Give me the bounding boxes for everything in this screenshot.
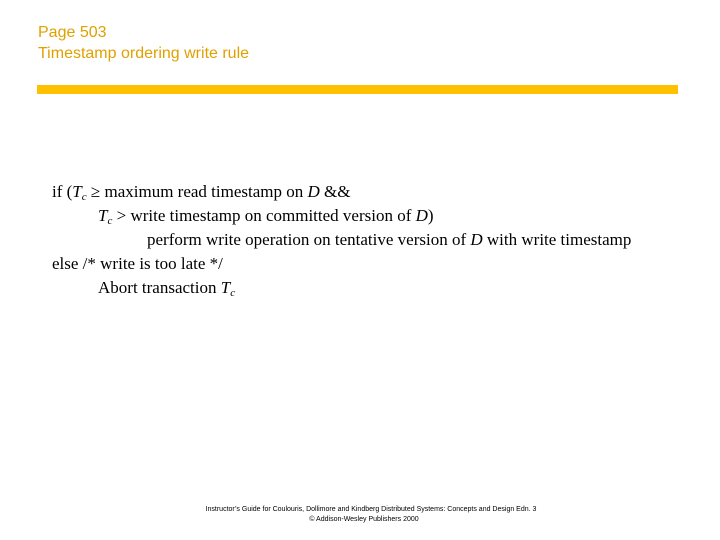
rule-line-2-text: > write timestamp on committed version of (112, 206, 416, 225)
rule-line-1-suffix: && (319, 182, 351, 201)
rule-line-1-text: ≥ maximum read timestamp on (86, 182, 308, 201)
rule-line-4: else /* write is too late */ (52, 254, 223, 273)
rule-line-5-text: Abort transaction (98, 278, 221, 297)
rule-line-2-suffix: ) (427, 206, 434, 225)
transaction-subscript: c (230, 287, 236, 299)
transaction-subscript: c (81, 191, 87, 203)
slide-title: Timestamp ordering write rule (38, 45, 250, 62)
rule-line-3-text: perform write operation on tentative version of (147, 230, 471, 249)
transaction-symbol: T (72, 182, 82, 201)
footer-copyright: © Addison-Wesley Publishers 2000 (309, 516, 419, 523)
write-rule-block (52, 180, 631, 300)
rule-line-1 (52, 180, 631, 204)
object-symbol: D (415, 206, 428, 225)
rule-line-2 (52, 204, 631, 228)
slide-header (38, 22, 249, 64)
slide-footer (0, 505, 720, 525)
rule-line-1-prefix: if ( (52, 182, 73, 201)
rule-line-3 (52, 228, 631, 252)
page-label: Page 503 (38, 24, 107, 41)
transaction-symbol: T (220, 278, 231, 297)
rule-line-3-suffix: with write timestamp (482, 230, 632, 249)
object-symbol: D (470, 230, 483, 249)
footer-citation: Instructor’s Guide for Coulouris, Dollimore and Kindberg Distributed Systems: Concepts and Design Edn. 3 (205, 506, 537, 513)
header-divider-bar (37, 85, 678, 94)
transaction-subscript: c (107, 215, 113, 227)
transaction-symbol: T (98, 206, 108, 225)
rule-line-5 (52, 276, 631, 300)
object-symbol: D (307, 182, 320, 201)
